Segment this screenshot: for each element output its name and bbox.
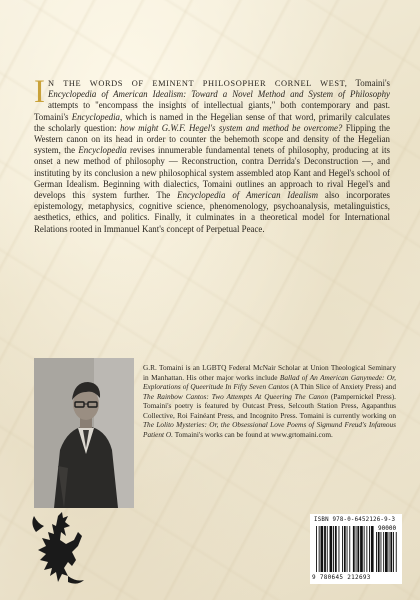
- barcode-addon-bar: [383, 532, 384, 572]
- blurb-text: Flipping the Western canon on its head in order to counter the behemoth scope and density of the Hegelian system, the: [34, 122, 390, 156]
- bio-work-title: The Lolito Mysteries: Or, the Obsessional Love Poems of Sigmund Freud's Infamous Patient O.: [143, 420, 396, 439]
- blurb-text: attempts to "encompass the insights of intellectual giants," both contemporary and past. Tomaini's: [34, 100, 390, 122]
- barcode-addon-bar: [390, 532, 392, 572]
- barcode-bar: [364, 526, 365, 572]
- barcode-bar: [357, 526, 359, 572]
- barcode-bar: [319, 526, 320, 572]
- barcode-bar: [369, 526, 370, 572]
- blurb-book-title: Encyclopedia of American Idealism: [177, 190, 318, 201]
- isbn-label: ISBN 978-0-6452126-9-3: [314, 517, 396, 523]
- bio-text: (Pampernickel Press). Tomaini's poetry is featured by Outcast Press, Selcouth Station Press, Agapanthus Collective, Roi Fainéant Press, and Incognito Press. Tomaini is currently working on: [143, 391, 396, 420]
- barcode-bar: [327, 526, 328, 572]
- back-cover-blurb: [34, 74, 390, 235]
- blurb-emphasis: Encyclopedia: [78, 145, 127, 156]
- barcode-bar: [316, 526, 317, 572]
- blurb-book-title: Encyclopedia of American Idealism: Toward a Novel Method and System of Philosophy: [48, 89, 390, 100]
- blurb-text: Tomaini's: [347, 78, 390, 88]
- drop-cap: I: [34, 74, 45, 110]
- barcode-bar: [360, 526, 363, 572]
- blurb-emphasis: Encyclopedia: [71, 111, 120, 122]
- barcode-bar: [344, 526, 346, 572]
- blurb-lead-in: N THE WORDS OF EMINENT PHILOSOPHER CORNEL WEST,: [48, 79, 348, 88]
- bio-work-title: The Rainbow Cantos: Two Attempts At Queering The Canon: [143, 391, 328, 401]
- publisher-logo: [28, 510, 88, 593]
- barcode-bar: [333, 526, 334, 572]
- blurb-text: , which is named in the Hegelian sense of that word, primarily calculates the scholarly question:: [34, 111, 390, 133]
- barcode-addon-bar: [389, 532, 390, 572]
- isbn-barcode: [310, 514, 402, 584]
- barcode-bar: [330, 526, 333, 572]
- bio-text: (A Thin Slice of Anxiety Press) and: [288, 382, 396, 391]
- barcode-bar: [353, 526, 355, 572]
- barcode-addon-bar: [381, 532, 382, 572]
- barcode-bar: [335, 526, 337, 572]
- barcode-addon-bar: [393, 532, 394, 572]
- barcode-addon-bar: [396, 532, 397, 572]
- blurb-text: also incorporates epistemology, metaphysics, cognitive science, phenomenology, psychoanalysis, metalinguistics, aesthetics, ethics, and politics. Finally, it culminates in a theoretical model for International Relations rooted in Immanuel Kant's concept of Perpetual Peace.: [34, 190, 390, 234]
- barcode-bar: [339, 526, 340, 572]
- bio-text: G.R. Tomaini is an LGBTQ Federal McNair Scholar at Union Theological Seminary in Manhattan. His other major works include: [143, 363, 396, 382]
- barcode-bar: [324, 526, 326, 572]
- barcode-bar: [347, 526, 348, 572]
- barcode-bar: [366, 526, 367, 572]
- barcode-addon-bar: [385, 532, 388, 572]
- barcode-bar: [356, 526, 357, 572]
- blurb-question: how might G.W.F. Hegel's system and method be overcome?: [119, 122, 343, 133]
- ean-digits: 9 780645 212693: [312, 574, 371, 581]
- author-photo: [34, 358, 134, 508]
- bio-text: Tomaini's works can be found at www.grtomaini.com.: [173, 429, 333, 439]
- barcode-bar: [342, 526, 343, 572]
- price-code: 90000: [378, 525, 397, 532]
- barcode-addon-bar: [378, 532, 380, 572]
- author-photo-illustration: [34, 358, 134, 508]
- barcode-bar: [321, 526, 324, 572]
- blurb-text: revises innumerable fundamental tenets of philosophy, producing at its onset a new method of philosophy — Reconstruction, contra Derrida's Deconstruction —, and instituting by its conclusion a new philosophical system assembled atop Kant and Hegel's school of German Idealism. Beginning with dialectics, Tomaini outlines an approach to rival Hegel's and develops this system further. The: [34, 145, 390, 201]
- barcode-bar: [349, 526, 350, 572]
- griffin-rampant-icon: [28, 510, 88, 588]
- bio-work-title: Ballad of An American Ganymede: Or, Explorations of Queeritude In Fifty Seven Cantos: [143, 372, 396, 391]
- barcode-bar: [371, 526, 374, 572]
- barcode-addon-bar: [376, 532, 377, 572]
- author-bio: [143, 363, 396, 439]
